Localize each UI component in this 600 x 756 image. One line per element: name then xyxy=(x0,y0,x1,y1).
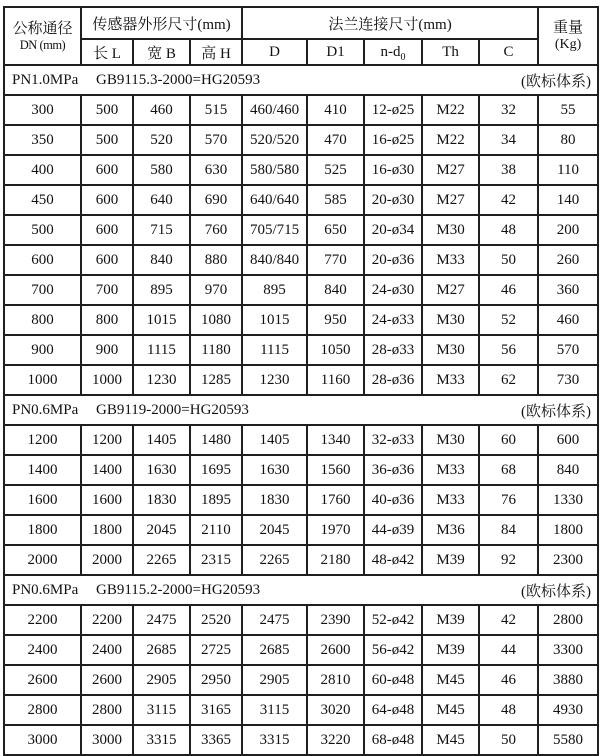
dimension-value-cell: M30 xyxy=(422,215,479,245)
dimension-value-cell: 500 xyxy=(81,125,133,155)
dimension-value-cell: 48-ø42 xyxy=(364,545,422,575)
dimension-value-cell: 2905 xyxy=(242,665,307,695)
dimension-value-cell: 1340 xyxy=(307,425,364,455)
dimension-value-cell: 84 xyxy=(479,515,538,545)
table-row xyxy=(4,425,598,455)
header-col-length: 长 L xyxy=(81,39,133,65)
dimension-value-cell: 3115 xyxy=(242,695,307,725)
dimension-value-cell: 840 xyxy=(538,455,598,485)
dimension-value-cell: 2045 xyxy=(133,515,190,545)
dimension-value-cell: M36 xyxy=(422,515,479,545)
dimension-value-cell: 2315 xyxy=(190,545,242,575)
dimension-value-cell: 1480 xyxy=(190,425,242,455)
header-sensor-dimensions-group: 传感器外形尺寸(mm) xyxy=(81,7,242,39)
table-row xyxy=(4,635,598,665)
table-row xyxy=(4,95,598,125)
dn-value-cell: 600 xyxy=(4,245,81,275)
dimension-value-cell: 800 xyxy=(81,305,133,335)
dimension-value-cell: 140 xyxy=(538,185,598,215)
header-nd-prefix: n-d xyxy=(380,43,401,60)
dimension-value-cell: 2685 xyxy=(133,635,190,665)
dimension-value-cell: 2180 xyxy=(307,545,364,575)
dimension-value-cell: 630 xyxy=(190,155,242,185)
dimension-value-cell: 16-ø30 xyxy=(364,155,422,185)
dimension-value-cell: M39 xyxy=(422,605,479,635)
table-row xyxy=(4,695,598,725)
header-col-d1: D1 xyxy=(307,39,364,65)
dimension-value-cell: 56-ø42 xyxy=(364,635,422,665)
standard-system-note: (欧标体系) xyxy=(521,73,592,90)
table-body xyxy=(4,65,598,755)
dimension-value-cell: 52 xyxy=(479,305,538,335)
dimension-value-cell: 50 xyxy=(479,725,538,755)
dimension-value-cell: 900 xyxy=(81,335,133,365)
dimension-value-cell: 42 xyxy=(479,185,538,215)
dimension-value-cell: 3000 xyxy=(81,725,133,755)
flange-standard: GB9115.2-2000=HG20593 xyxy=(96,581,261,598)
dimension-value-cell: 200 xyxy=(538,215,598,245)
dimension-value-cell: 3880 xyxy=(538,665,598,695)
dimension-value-cell: 40-ø36 xyxy=(364,485,422,515)
flange-standard: GB9119-2000=HG20593 xyxy=(96,401,249,418)
dimension-value-cell: 48 xyxy=(479,695,538,725)
dimension-value-cell: 2110 xyxy=(190,515,242,545)
table-header xyxy=(4,7,598,65)
dimension-value-cell: 3365 xyxy=(190,725,242,755)
header-dn-label: 公称通径 xyxy=(12,20,73,37)
dimension-value-cell: 520/520 xyxy=(242,125,307,155)
dimension-value-cell: 1400 xyxy=(81,455,133,485)
dimension-value-cell: 1330 xyxy=(538,485,598,515)
dimension-value-cell: 28-ø36 xyxy=(364,365,422,395)
table-row xyxy=(4,125,598,155)
table-row xyxy=(4,275,598,305)
section-line xyxy=(5,70,597,91)
dimension-value-cell: 525 xyxy=(307,155,364,185)
dn-value-cell: 500 xyxy=(4,215,81,245)
dimension-value-cell: 1895 xyxy=(190,485,242,515)
dimension-value-cell: 1630 xyxy=(242,455,307,485)
dimension-value-cell: 38 xyxy=(479,155,538,185)
dimension-value-cell: 1200 xyxy=(81,425,133,455)
dimension-value-cell: 650 xyxy=(307,215,364,245)
dimension-value-cell: 570 xyxy=(190,125,242,155)
dimension-value-cell: 1160 xyxy=(307,365,364,395)
dimension-value-cell: 730 xyxy=(538,365,598,395)
pressure-rating: PN1.0MPa xyxy=(12,71,79,88)
dimension-value-cell: 2600 xyxy=(307,635,364,665)
dimension-value-cell: 1115 xyxy=(133,335,190,365)
dimension-value-cell: 840/840 xyxy=(242,245,307,275)
dimension-value-cell: 600 xyxy=(81,185,133,215)
dimension-value-cell: 2600 xyxy=(81,665,133,695)
dimension-value-cell: 470 xyxy=(307,125,364,155)
header-flange-connection-group: 法兰连接尺寸(mm) xyxy=(242,7,538,39)
dn-value-cell: 800 xyxy=(4,305,81,335)
dimension-value-cell: 20-ø36 xyxy=(364,245,422,275)
dimension-value-cell: 1830 xyxy=(242,485,307,515)
header-col-d: D xyxy=(242,39,307,65)
dn-value-cell: 900 xyxy=(4,335,81,365)
dimension-value-cell: M33 xyxy=(422,245,479,275)
table-row xyxy=(4,515,598,545)
dimension-value-cell: 2905 xyxy=(133,665,190,695)
dimension-value-cell: 2810 xyxy=(307,665,364,695)
table-row xyxy=(4,605,598,635)
section-line xyxy=(5,400,597,421)
dimension-value-cell: 4930 xyxy=(538,695,598,725)
dimension-value-cell: M30 xyxy=(422,335,479,365)
dimension-value-cell: 1405 xyxy=(242,425,307,455)
dimension-value-cell: 1080 xyxy=(190,305,242,335)
dimension-value-cell: 770 xyxy=(307,245,364,275)
dn-value-cell: 2200 xyxy=(4,605,81,635)
table-row xyxy=(4,185,598,215)
dimension-value-cell: M27 xyxy=(422,155,479,185)
dimension-value-cell: 55 xyxy=(538,95,598,125)
dn-value-cell: 350 xyxy=(4,125,81,155)
dimension-value-cell: 20-ø30 xyxy=(364,185,422,215)
dimension-value-cell: 48 xyxy=(479,215,538,245)
dimension-value-cell: M30 xyxy=(422,425,479,455)
dimension-value-cell: 52-ø42 xyxy=(364,605,422,635)
dimension-value-cell: 1630 xyxy=(133,455,190,485)
dn-value-cell: 3000 xyxy=(4,725,81,755)
dn-value-cell: 1600 xyxy=(4,485,81,515)
dimension-value-cell: 2390 xyxy=(307,605,364,635)
dimension-value-cell: 1695 xyxy=(190,455,242,485)
dimension-value-cell: 585 xyxy=(307,185,364,215)
dimension-value-cell: 460/460 xyxy=(242,95,307,125)
dimension-value-cell: 360 xyxy=(538,275,598,305)
dn-value-cell: 2600 xyxy=(4,665,81,695)
dimension-value-cell: 460 xyxy=(538,305,598,335)
dimension-value-cell: M30 xyxy=(422,305,479,335)
dimension-value-cell: 12-ø25 xyxy=(364,95,422,125)
dimension-value-cell: 3315 xyxy=(242,725,307,755)
dimension-value-cell: 600 xyxy=(81,245,133,275)
dimension-value-cell: 2520 xyxy=(190,605,242,635)
table-row xyxy=(4,365,598,395)
dimension-value-cell: 2800 xyxy=(538,605,598,635)
dimension-value-cell: 640 xyxy=(133,185,190,215)
dimension-value-cell: 580/580 xyxy=(242,155,307,185)
dimension-value-cell: 1115 xyxy=(242,335,307,365)
table-row xyxy=(4,155,598,185)
dn-value-cell: 700 xyxy=(4,275,81,305)
header-weight-label: 重量 xyxy=(553,19,584,36)
dimension-value-cell: 24-ø30 xyxy=(364,275,422,305)
dn-value-cell: 2400 xyxy=(4,635,81,665)
table-row xyxy=(4,245,598,275)
dimension-value-cell: 3020 xyxy=(307,695,364,725)
dimension-value-cell: 1230 xyxy=(242,365,307,395)
dimension-value-cell: 64-ø48 xyxy=(364,695,422,725)
header-col-th: Th xyxy=(422,39,479,65)
dimension-value-cell: 32-ø33 xyxy=(364,425,422,455)
dimension-value-cell: 3165 xyxy=(190,695,242,725)
dimension-value-cell: 580 xyxy=(133,155,190,185)
dn-value-cell: 1200 xyxy=(4,425,81,455)
standard-system-note: (欧标体系) xyxy=(521,403,592,420)
dimension-value-cell: 2800 xyxy=(81,695,133,725)
standard-system-note: (欧标体系) xyxy=(521,583,592,600)
dimension-value-cell: 1000 xyxy=(81,365,133,395)
dimension-value-cell: 640/640 xyxy=(242,185,307,215)
dimension-value-cell: 600 xyxy=(81,215,133,245)
table-row xyxy=(4,485,598,515)
dn-value-cell: 1800 xyxy=(4,515,81,545)
dimension-value-cell: 44-ø39 xyxy=(364,515,422,545)
dimension-value-cell: 1285 xyxy=(190,365,242,395)
table-row xyxy=(4,455,598,485)
dimension-value-cell: 2000 xyxy=(81,545,133,575)
dimension-value-cell: 500 xyxy=(81,95,133,125)
dimension-value-cell: 880 xyxy=(190,245,242,275)
dimension-value-cell: 2265 xyxy=(133,545,190,575)
dimension-value-cell: 5580 xyxy=(538,725,598,755)
dimension-value-cell: M45 xyxy=(422,725,479,755)
dimension-value-cell: 3300 xyxy=(538,635,598,665)
dimension-value-cell: 76 xyxy=(479,485,538,515)
dimension-value-cell: 32 xyxy=(479,95,538,125)
table-row xyxy=(4,335,598,365)
section-line xyxy=(5,580,597,601)
dimension-value-cell: 1015 xyxy=(133,305,190,335)
flange-dimension-table xyxy=(3,6,599,756)
dimension-value-cell: 1560 xyxy=(307,455,364,485)
dimension-value-cell: 80 xyxy=(538,125,598,155)
dimension-value-cell: 600 xyxy=(81,155,133,185)
dn-value-cell: 2000 xyxy=(4,545,81,575)
dimension-value-cell: 2300 xyxy=(538,545,598,575)
dimension-value-cell: 895 xyxy=(242,275,307,305)
dn-value-cell: 400 xyxy=(4,155,81,185)
header-col-c: C xyxy=(479,39,538,65)
dimension-value-cell: 92 xyxy=(479,545,538,575)
dimension-value-cell: 36-ø36 xyxy=(364,455,422,485)
dimension-value-cell: 3315 xyxy=(133,725,190,755)
dimension-value-cell: 24-ø33 xyxy=(364,305,422,335)
dimension-value-cell: 28-ø33 xyxy=(364,335,422,365)
dimension-value-cell: 42 xyxy=(479,605,538,635)
dimension-value-cell: 16-ø25 xyxy=(364,125,422,155)
dimension-value-cell: 34 xyxy=(479,125,538,155)
dimension-value-cell: 2045 xyxy=(242,515,307,545)
dimension-value-cell: 60 xyxy=(479,425,538,455)
dimension-value-cell: M45 xyxy=(422,665,479,695)
dn-value-cell: 300 xyxy=(4,95,81,125)
dimension-value-cell: 970 xyxy=(190,275,242,305)
dimension-value-cell: 2950 xyxy=(190,665,242,695)
dimension-value-cell: 1830 xyxy=(133,485,190,515)
dimension-value-cell: 2725 xyxy=(190,635,242,665)
header-nd-subscript: 0 xyxy=(400,51,406,63)
dimension-value-cell: 520 xyxy=(133,125,190,155)
header-weight-unit: (Kg) xyxy=(554,36,582,52)
dimension-value-cell: 3115 xyxy=(133,695,190,725)
dimension-value-cell: 1970 xyxy=(307,515,364,545)
dimension-value-cell: 840 xyxy=(133,245,190,275)
dimension-value-cell: 2475 xyxy=(242,605,307,635)
dimension-value-cell: 570 xyxy=(538,335,598,365)
dimension-value-cell: M33 xyxy=(422,365,479,395)
dimension-value-cell: 56 xyxy=(479,335,538,365)
dimension-value-cell: 515 xyxy=(190,95,242,125)
header-col-width: 宽 B xyxy=(133,39,190,65)
dimension-value-cell: M27 xyxy=(422,275,479,305)
dn-value-cell: 1400 xyxy=(4,455,81,485)
dimension-value-cell: 1405 xyxy=(133,425,190,455)
section-header-row xyxy=(4,65,598,95)
flange-standard: GB9115.3-2000=HG20593 xyxy=(96,71,261,88)
dimension-value-cell: 705/715 xyxy=(242,215,307,245)
section-header-cell xyxy=(4,395,598,425)
dimension-value-cell: 3220 xyxy=(307,725,364,755)
dimension-value-cell: 1180 xyxy=(190,335,242,365)
header-nominal-diameter xyxy=(4,7,81,65)
header-dn-unit: DN (mm) xyxy=(19,37,66,52)
dimension-value-cell: 895 xyxy=(133,275,190,305)
dimension-value-cell: 60-ø48 xyxy=(364,665,422,695)
dimension-value-cell: 690 xyxy=(190,185,242,215)
dimension-value-cell: 2475 xyxy=(133,605,190,635)
dimension-value-cell: 1600 xyxy=(81,485,133,515)
pressure-rating: PN0.6MPa xyxy=(12,401,79,418)
dimension-value-cell: M39 xyxy=(422,635,479,665)
dimension-value-cell: M45 xyxy=(422,695,479,725)
dimension-value-cell: 68 xyxy=(479,455,538,485)
dimension-value-cell: 460 xyxy=(133,95,190,125)
dimension-value-cell: 600 xyxy=(538,425,598,455)
dimension-value-cell: 1230 xyxy=(133,365,190,395)
dimension-value-cell: 700 xyxy=(81,275,133,305)
table-row xyxy=(4,215,598,245)
table-row xyxy=(4,545,598,575)
dimension-value-cell: M27 xyxy=(422,185,479,215)
section-header-cell xyxy=(4,575,598,605)
dimension-value-cell: 68-ø48 xyxy=(364,725,422,755)
dimension-value-cell: M22 xyxy=(422,125,479,155)
dimension-value-cell: 1800 xyxy=(81,515,133,545)
dimension-value-cell: 44 xyxy=(479,635,538,665)
dimension-value-cell: 46 xyxy=(479,275,538,305)
header-col-height: 高 H xyxy=(190,39,242,65)
dimension-value-cell: 840 xyxy=(307,275,364,305)
section-header-row xyxy=(4,575,598,605)
dimension-value-cell: 1800 xyxy=(538,515,598,545)
dimension-value-cell: 410 xyxy=(307,95,364,125)
dimension-value-cell: M39 xyxy=(422,545,479,575)
header-weight xyxy=(538,7,598,65)
dimension-value-cell: M33 xyxy=(422,485,479,515)
dn-value-cell: 2800 xyxy=(4,695,81,725)
table-row xyxy=(4,665,598,695)
dimension-value-cell: M22 xyxy=(422,95,479,125)
dimension-value-cell: 46 xyxy=(479,665,538,695)
dimension-value-cell: 20-ø34 xyxy=(364,215,422,245)
dimension-value-cell: M33 xyxy=(422,455,479,485)
dimension-value-cell: 110 xyxy=(538,155,598,185)
pressure-rating: PN0.6MPa xyxy=(12,581,79,598)
dimension-value-cell: 760 xyxy=(190,215,242,245)
header-col-nd0 xyxy=(364,39,422,65)
dimension-value-cell: 1760 xyxy=(307,485,364,515)
dimension-value-cell: 950 xyxy=(307,305,364,335)
dimension-value-cell: 62 xyxy=(479,365,538,395)
dimension-value-cell: 715 xyxy=(133,215,190,245)
dn-value-cell: 1000 xyxy=(4,365,81,395)
dimension-value-cell: 2200 xyxy=(81,605,133,635)
dimension-value-cell: 1015 xyxy=(242,305,307,335)
section-header-row xyxy=(4,395,598,425)
dimension-value-cell: 2685 xyxy=(242,635,307,665)
table-row xyxy=(4,305,598,335)
section-header-cell xyxy=(4,65,598,95)
dimension-value-cell: 50 xyxy=(479,245,538,275)
table-row xyxy=(4,725,598,755)
dimension-value-cell: 260 xyxy=(538,245,598,275)
dn-value-cell: 450 xyxy=(4,185,81,215)
dimension-value-cell: 2400 xyxy=(81,635,133,665)
dimension-value-cell: 2265 xyxy=(242,545,307,575)
dimension-value-cell: 1050 xyxy=(307,335,364,365)
